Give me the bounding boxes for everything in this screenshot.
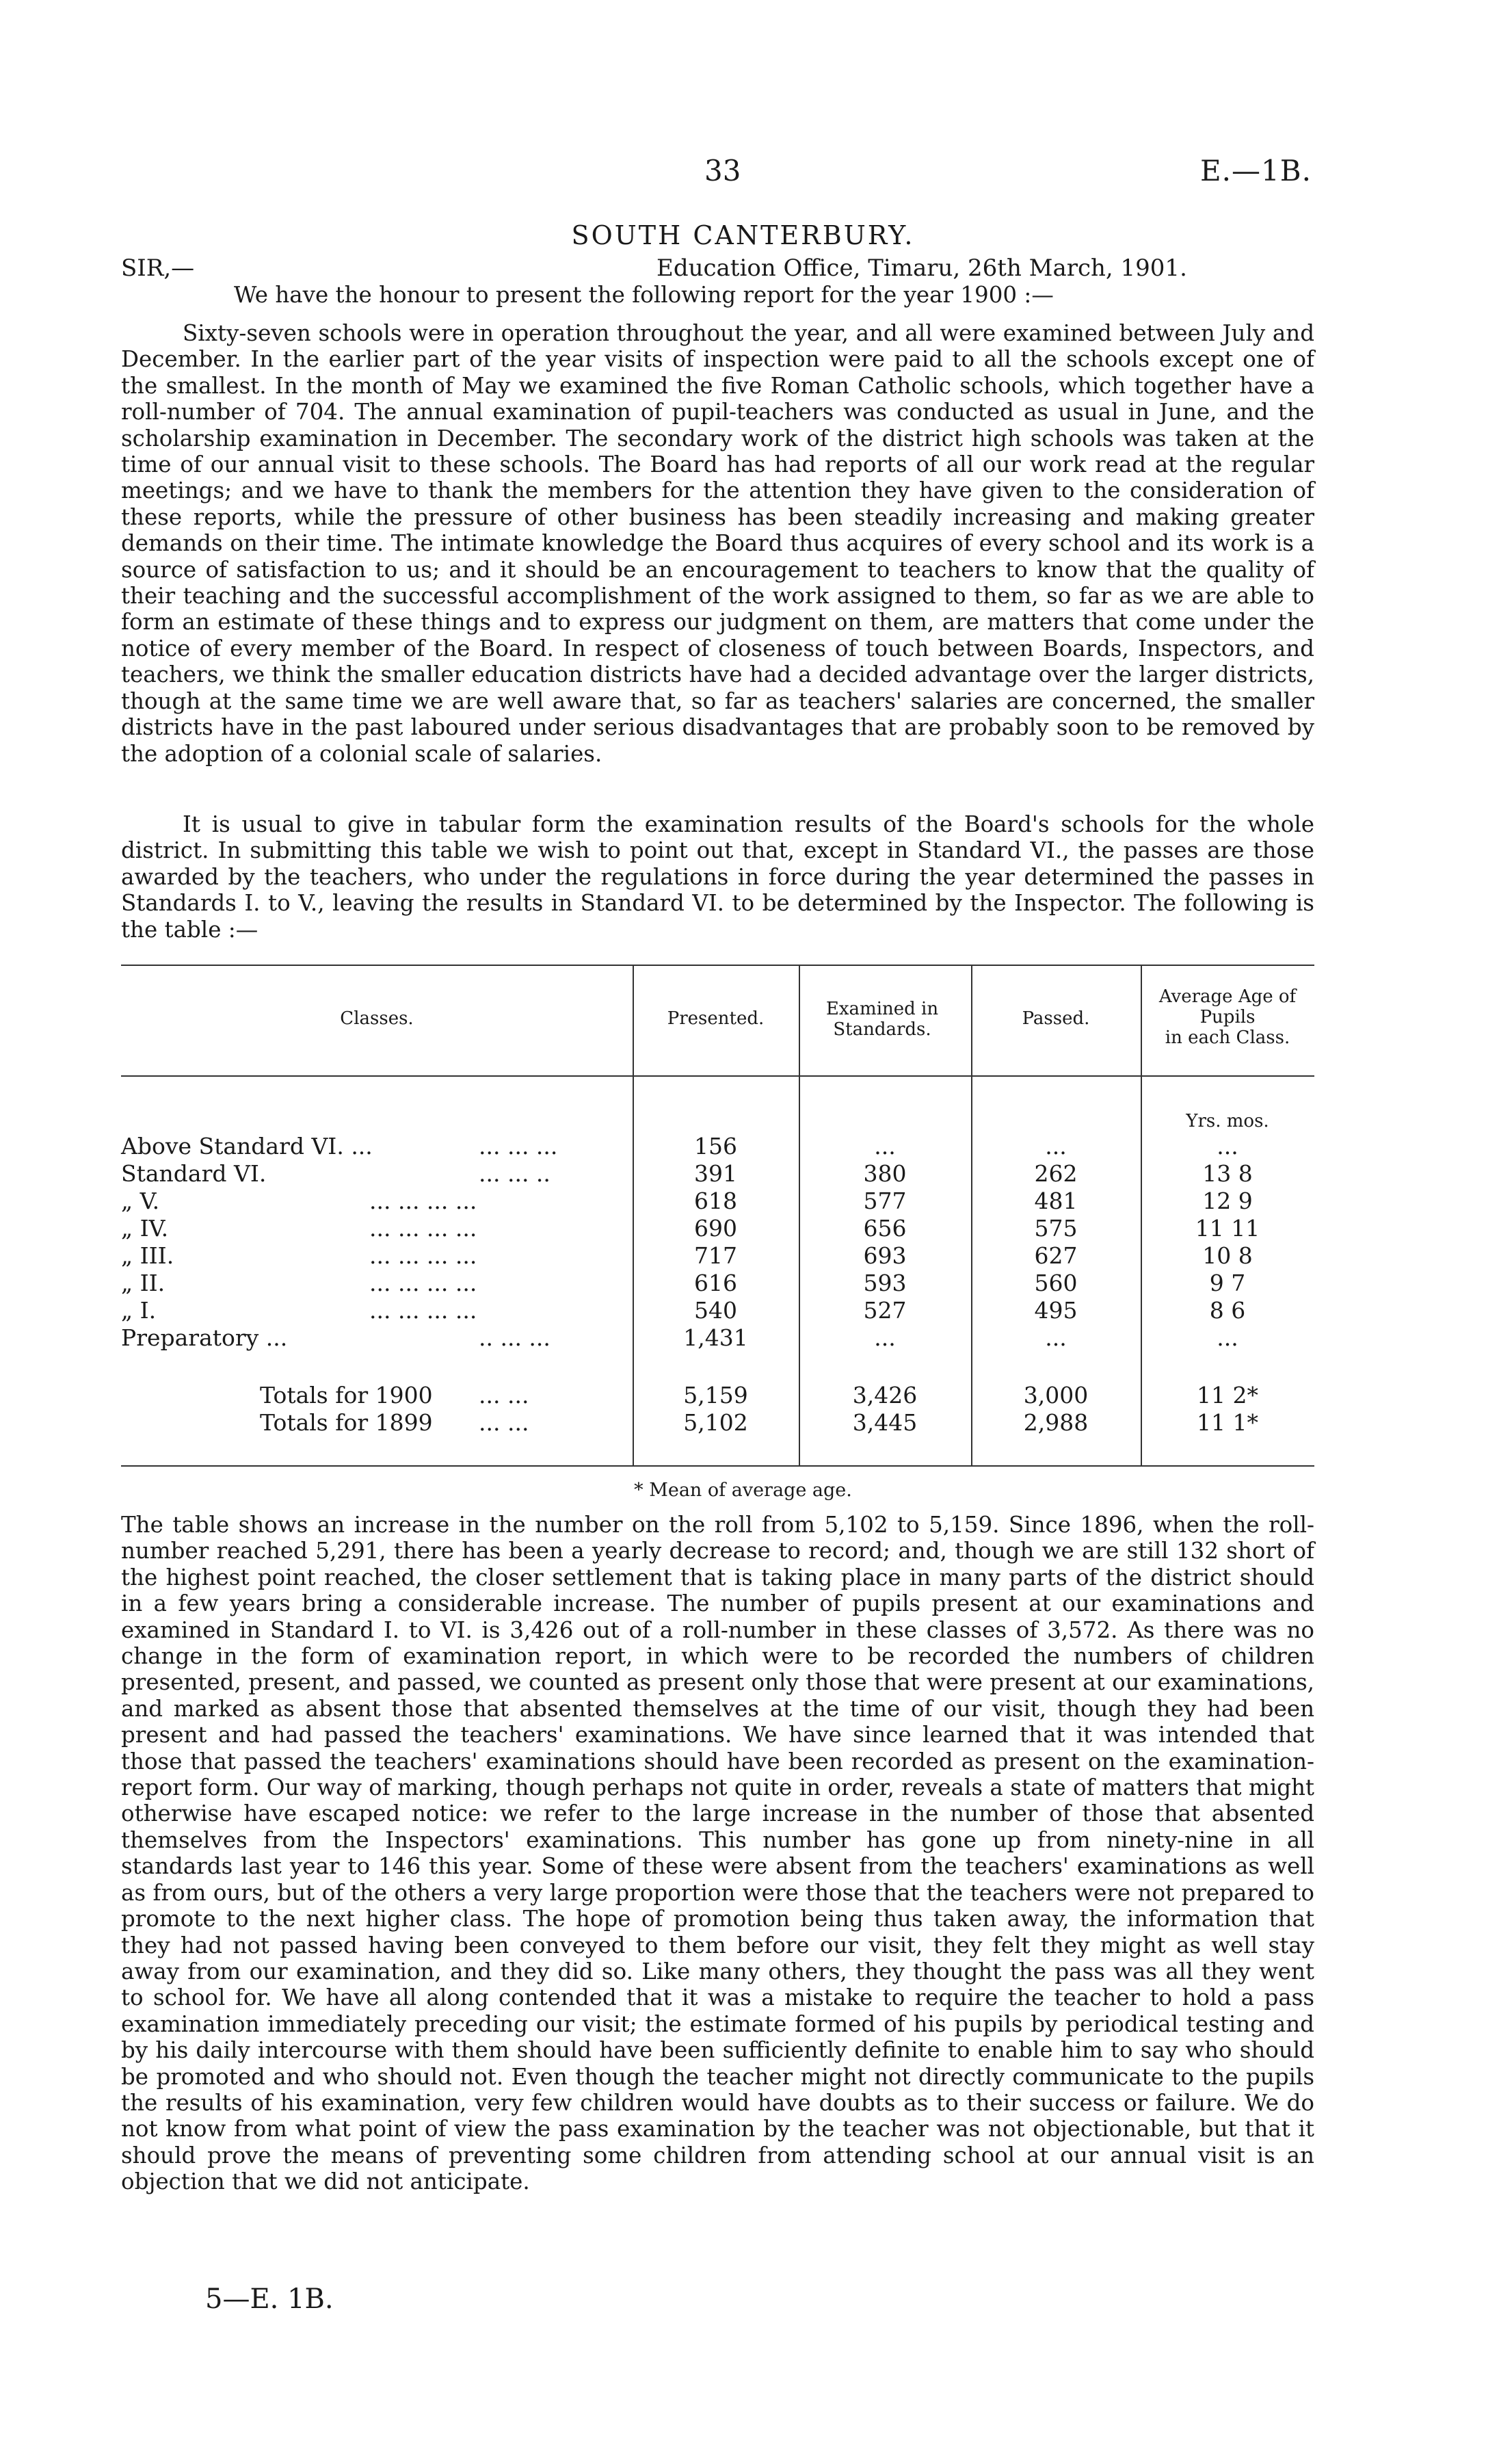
age-value: 12 9 [1202,1188,1253,1214]
office-date-line: Education Office, Timaru, 26th March, 1901. [656,254,1187,282]
row-dots: ... ... ... ... [369,1242,477,1269]
passed-total: 3,000 [1023,1382,1089,1408]
row-label: Above Standard VI. ... [121,1133,373,1159]
report-title: SOUTH CANTERBURY. [571,220,915,250]
document-reference: E.—1B. [1200,154,1312,187]
age-value: 8 6 [1209,1297,1246,1324]
row-dots: ... ... [479,1382,529,1408]
totals-label: Totals for 1899 [260,1409,433,1436]
passed-value: 560 [1034,1270,1078,1296]
presented-value: 618 [694,1188,737,1214]
examined-value: 577 [863,1188,907,1214]
row-label: „ IV. [121,1215,169,1242]
examined-value: 593 [863,1270,907,1296]
passed-total: 2,988 [1023,1409,1089,1436]
header-passed: Passed. [1022,1008,1090,1029]
row-dots: ... ... ... ... [369,1270,477,1296]
paragraph-3: The table shows an increase in the number on the roll from 5,102 to 5,159. Since 1896, when the roll-number reached 5,291, there has been a yearly decrease to record; and, though we are still 132 short of the highest point reached, the closer settlement that is taking place in many parts of the district should in a few years bring a considerable increase. The number of pupils present at our examinations and examined in Standard I. to VI. is 3,426 out of a roll-number in these classes of 3,572. As there was no change in the form of examination report, in which were to be recorded the numbers of children presented, present, and passed, we counted as present only those that were present at our examinations, and marked as absent those that absented themselves at the time of our visit, though they had been present and had passed the teachers' examinations. We have since learned that it was intended that those that passed the teachers' examinations should have been recorded as present on the examination-report form. Our way of marking, though perhaps not quite in order, reveals a state of matters that might otherwise have escaped notice: we refer to the large increase in the number of those that absented themselves from the Inspectors' examinations. This number has gone up from ninety-nine in all standards last year to 146 this year. Some of these were absent from the teachers' examinations as well as from ours, but of the others a very large proportion were those that the teachers were not prepared to promote to the next higher class. The hope of promotion being thus taken away, the information that they had not passed having been conveyed to them before our visit, they felt they might as well stay away from our examination, and they did so. Like many others, they thought the pass was all they went to school for. We have all along contended that it was a mistake to require the teacher to hold a pass examination immediately preceding our visit; the estimate formed of his pupils by periodical testing and by his daily intercourse with them should have been sufficiently definite to enable him to say who should be promoted and who should not. Even though the teacher might not directly communicate to the pupils the results of his examination, very few children would have doubts as to their success or failure. We do not know from what point of view the pass examination by the teacher was not objectionable, but that it should prove the means of preventing some children from attending school at our annual visit is an objection that we did not anticipate. [121,1512,1314,2195]
age-total: 11 2* [1197,1382,1258,1408]
passed-value: 262 [1034,1160,1078,1187]
examined-total: 3,445 [852,1409,918,1436]
examined-value: 693 [863,1242,907,1269]
passed-value: 481 [1034,1188,1078,1214]
passed-value: 495 [1034,1297,1078,1324]
header-presented: Presented. [667,1008,765,1029]
row-dots: ... ... [479,1409,529,1436]
row-label: Preparatory ... [121,1324,288,1351]
header-age-line-3: in each Class. [1165,1027,1290,1048]
row-dots: ... ... ... [479,1133,558,1159]
age-value: 11 11 [1195,1215,1260,1242]
passed-value: ... [1045,1133,1067,1159]
presented-value: 690 [694,1215,737,1242]
passed-value: 627 [1034,1242,1078,1269]
row-dots: ... ... ... ... [369,1188,477,1214]
row-label: Standard VI. [121,1160,267,1187]
presented-value: 540 [694,1297,737,1324]
examined-value: 527 [863,1297,907,1324]
age-value: ... [1217,1133,1238,1159]
intro-line: We have the honour to present the following report for the year 1900 :— [234,282,1054,308]
page-number: 33 [704,154,741,187]
row-dots: ... ... .. [479,1160,550,1187]
examined-total: 3,426 [852,1382,918,1408]
header-examined: Examined in Standards. [825,999,939,1040]
presented-total: 5,102 [683,1409,748,1436]
examined-value: ... [874,1133,896,1159]
signature-reference: 5—E. 1B. [205,2283,334,2315]
age-value: 9 7 [1209,1270,1246,1296]
row-dots: ... ... ... ... [369,1297,477,1324]
row-dots: ... ... ... ... [369,1215,477,1242]
presented-value: 616 [694,1270,737,1296]
header-age-line-2: Pupils [1199,1007,1256,1027]
table-top-rule [121,965,1314,966]
age-value: ... [1217,1324,1238,1351]
row-label: „ V. [121,1188,160,1214]
totals-label: Totals for 1900 [260,1382,433,1408]
examined-value: 380 [863,1160,907,1187]
passed-value: 575 [1034,1215,1078,1242]
examined-value: 656 [863,1215,907,1242]
table-bottom-rule [121,1465,1314,1467]
presented-value: 156 [694,1133,737,1159]
header-age-line-1: Average Age of [1158,986,1297,1007]
age-value: 10 8 [1202,1242,1253,1269]
table-header-rule [121,1075,1314,1077]
presented-value: 1,431 [683,1324,748,1351]
passed-value: ... [1045,1324,1067,1351]
row-dots: .. ... ... [479,1324,550,1351]
presented-value: 717 [694,1242,737,1269]
age-unit-label: Yrs. mos. [1186,1111,1269,1131]
paragraph-2: It is usual to give in tabular form the examination results of the Board's schools for the whole district. In submitting this table we wish to point out that, except in Standard VI., the passes are those awarded by the teachers, who under the regulations in force during the year determined the passes in Standards I. to V., leaving the results in Standard VI. to be determined by the Inspector. The following is the table :— [121,811,1314,943]
row-label: „ II. [121,1270,165,1296]
presented-value: 391 [694,1160,737,1187]
paragraph-1: Sixty-seven schools were in operation throughout the year, and all were examined between July and December. In the earlier part of the year visits of inspection were paid to all the schools except one of the smallest. In the month of May we examined the five Roman Catholic schools, which together have a roll-number of 704. The annual examination of pupil-teachers was conducted as usual in June, and the scholarship examination in December. The secondary work of the district high schools was taken at the time of our annual visit to these schools. The Board has had reports of all our work read at the regular meetings; and we have to thank the members for the attention they have given to the consideration of these reports, while the pressure of other business has been steadily increasing and making greater demands on their time. The intimate knowledge the Board thus acquires of every school and its work is a source of satisfaction to us; and it should be an encouragement to teachers to know that the quality of their teaching and the successful accomplishment of the work assigned to them, so far as we are able to form an estimate of these things and to express our judgment on them, are matters that come under the notice of every member of the Board. In respect of closeness of touch between Boards, Inspectors, and teachers, we think the smaller education districts have had a decided advantage over the larger districts, though at the same time we are well aware that, so far as teachers' salaries are concerned, the smaller districts have in the past laboured under serious disadvantages that are probably soon to be removed by the adoption of a colonial scale of salaries. [121,320,1314,767]
row-label: „ III. [121,1242,174,1269]
table-footnote: * Mean of average age. [634,1480,852,1501]
salutation: SIR,— [121,254,195,282]
row-label: „ I. [121,1297,157,1324]
age-total: 11 1* [1197,1409,1258,1436]
presented-total: 5,159 [683,1382,748,1408]
examined-value: ... [874,1324,896,1351]
header-classes: Classes. [340,1008,414,1029]
age-value: 13 8 [1202,1160,1253,1187]
